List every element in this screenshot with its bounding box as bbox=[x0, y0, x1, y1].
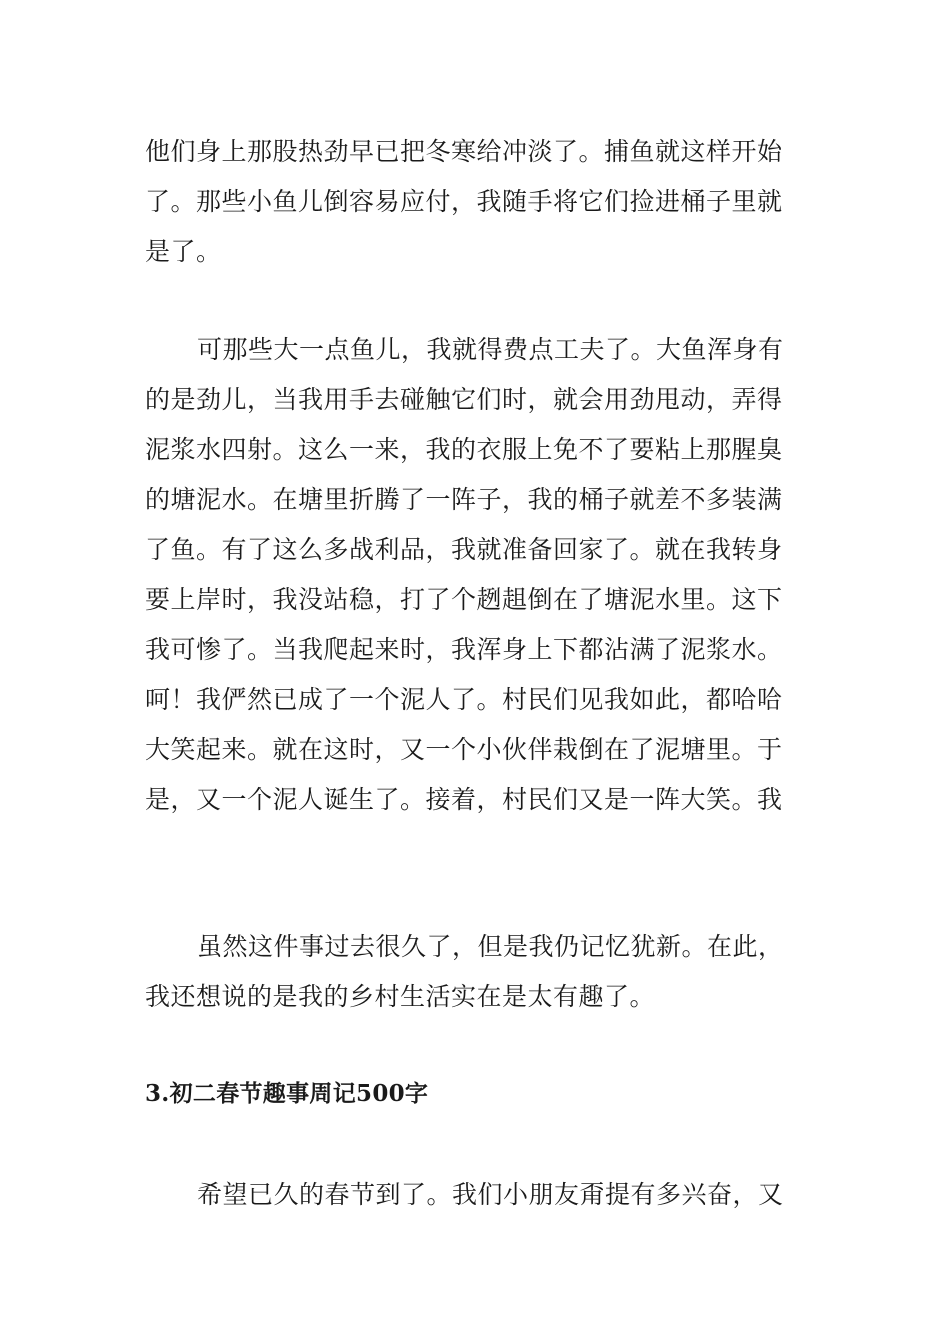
paragraph-line: 是，又一个泥人诞生了。接着，村民们又是一阵大笑。我 bbox=[145, 785, 783, 814]
paragraph-3 bbox=[145, 922, 810, 1022]
paragraph-line: 我可惨了。当我爬起来时，我浑身上下都沾满了泥浆水。 bbox=[145, 635, 783, 664]
paragraph-line: 他们身上那股热劲早已把冬寒给冲淡了。捕鱼就这样开始 bbox=[145, 137, 783, 166]
paragraph-line: 的是劲儿，当我用手去碰触它们时，就会用劲甩动，弄得 bbox=[145, 385, 783, 414]
section-heading: 3.初二春节趣事周记500字 bbox=[145, 1080, 429, 1107]
paragraph-line: 是了。 bbox=[145, 237, 222, 266]
paragraph-line: 大笑起来。就在这时，又一个小伙伴栽倒在了泥塘里。于 bbox=[145, 735, 783, 764]
paragraph-line: 要上岸时，我没站稳，打了个趔趄倒在了塘泥水里。这下 bbox=[145, 585, 783, 614]
paragraph-line: 了。那些小鱼儿倒容易应付，我随手将它们捡进桶子里就 bbox=[145, 187, 783, 216]
paragraph-line: 泥浆水四射。这么一来，我的衣服上免不了要粘上那腥臭 bbox=[145, 435, 783, 464]
paragraph-2 bbox=[145, 325, 810, 825]
paragraph-line: 了鱼。有了这么多战利品，我就准备回家了。就在我转身 bbox=[145, 535, 783, 564]
paragraph-line: 呵！我俨然已成了一个泥人了。村民们见我如此，都哈哈 bbox=[145, 685, 783, 714]
paragraph-1 bbox=[145, 127, 810, 277]
paragraph-line: 希望已久的春节到了。我们小朋友甭提有多兴奋，又 bbox=[197, 1180, 784, 1209]
section-heading-block bbox=[145, 1074, 810, 1114]
paragraph-4 bbox=[145, 1170, 810, 1220]
paragraph-line: 虽然这件事过去很久了，但是我仍记忆犹新。在此， bbox=[197, 932, 784, 961]
paragraph-line: 的塘泥水。在塘里折腾了一阵子，我的桶子就差不多装满 bbox=[145, 485, 783, 514]
paragraph-line: 可那些大一点鱼儿，我就得费点工夫了。大鱼浑身有 bbox=[197, 335, 784, 364]
paragraph-line: 我还想说的是我的乡村生活实在是太有趣了。 bbox=[145, 982, 656, 1011]
